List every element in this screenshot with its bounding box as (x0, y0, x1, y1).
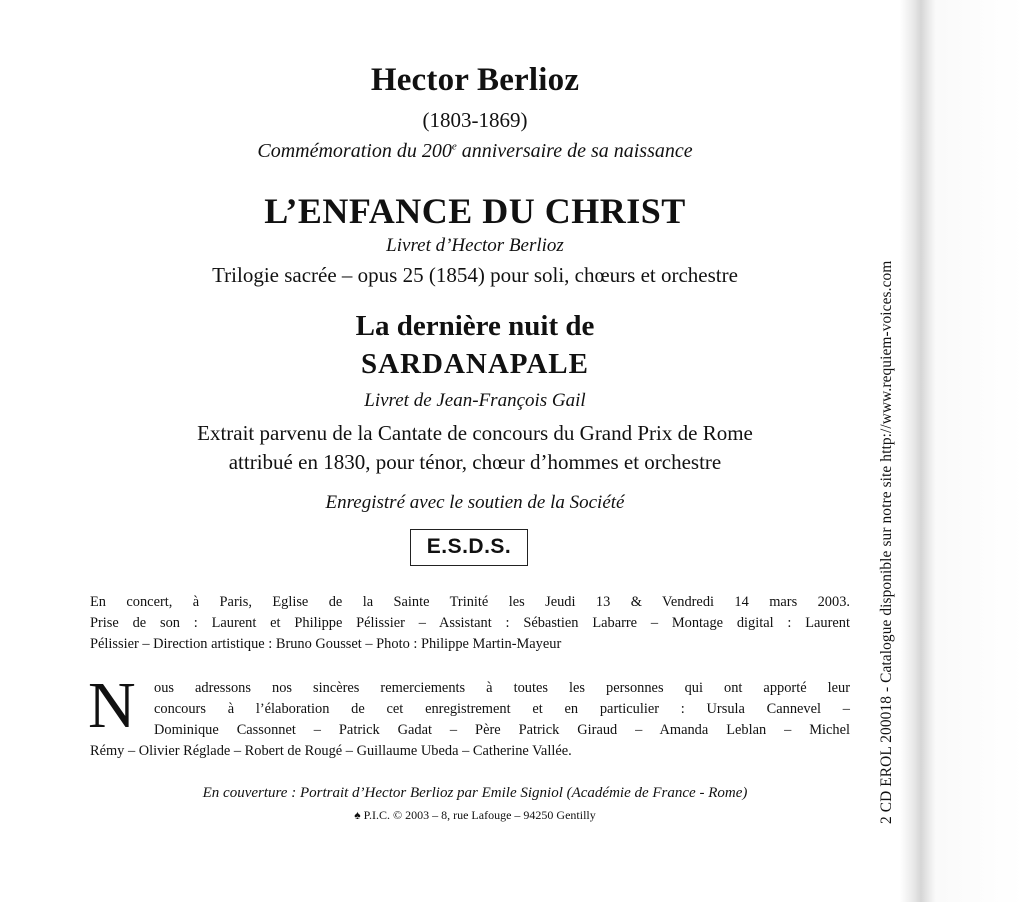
thanks-paragraph (88, 669, 850, 762)
thanks-line: ous adressons nos sincères remerciements à toutes les personnes qui ont apporté leur (154, 680, 850, 696)
concert-paragraph (90, 592, 850, 655)
work2-title-line1: La dernière nuit de (355, 310, 595, 342)
concert-line: Pélissier – Direction artistique : Bruno Gousset – Photo : Philippe Martin-Mayeur (90, 636, 562, 652)
copyright-line: ♠ P.I.C. © 2003 – 8, rue Lafouge – 94250 Gentilly (354, 808, 596, 822)
work2-description-line2: attribué en 1830, pour ténor, chœur d’hommes et orchestre (228, 450, 722, 474)
work1-description: Trilogie sacrée – opus 25 (1854) pour soli, chœurs et orchestre (212, 263, 738, 287)
concert-line: Prise de son : Laurent et Philippe Pélissier – Assistant : Sébastien Labarre – Montage digital : Laurent (90, 615, 850, 631)
thanks-line: concours à l’élaboration de cet enregistrement et en particulier : Ursula Cannevel – (154, 701, 850, 717)
commemoration-text-after: anniversaire de sa naissance (456, 140, 693, 162)
commemoration-line (0, 140, 950, 163)
work2-title-line2: SARDANAPALE (361, 348, 589, 380)
esds-logo-box: E.S.D.S. (410, 529, 528, 566)
commemoration-superscript: e (451, 140, 457, 153)
work2-livret: Livret de Jean-François Gail (364, 390, 586, 411)
work1-title: L’ENFANCE DU CHRIST (264, 191, 686, 231)
concert-line: En concert, à Paris, Eglise de la Sainte Trinité les Jeudi 13 & Vendredi 14 mars 2003. (90, 594, 850, 610)
composer-name: Hector Berlioz (370, 62, 580, 98)
thanks-dropcap: N (88, 669, 136, 742)
work1-livret: Livret d’Hector Berlioz (386, 235, 564, 256)
thanks-line: Rémy – Olivier Réglade – Robert de Rougé – Guillaume Ubeda – Catherine Vallée. (90, 743, 572, 759)
spine-catalogue-text: 2 CD EROL 200018 - Catalogue disponible sur notre site http://www.requiem-voices.com (878, 260, 895, 824)
thanks-line: Dominique Cassonnet – Patrick Gadat – Père Patrick Giraud – Amanda Leblan – Michel (154, 722, 850, 738)
composer-dates: (1803-1869) (422, 108, 528, 132)
support-text: Enregistré avec le soutien de la Société (325, 492, 625, 513)
cover-credit: En couverture : Portrait d’Hector Berlioz par Emile Signiol (Académie de France - Rome) (202, 785, 748, 801)
commemoration-text-before: Commémoration du 200 (257, 140, 452, 162)
work2-description-line1: Extrait parvenu de la Cantate de concours du Grand Prix de Rome (197, 421, 753, 445)
